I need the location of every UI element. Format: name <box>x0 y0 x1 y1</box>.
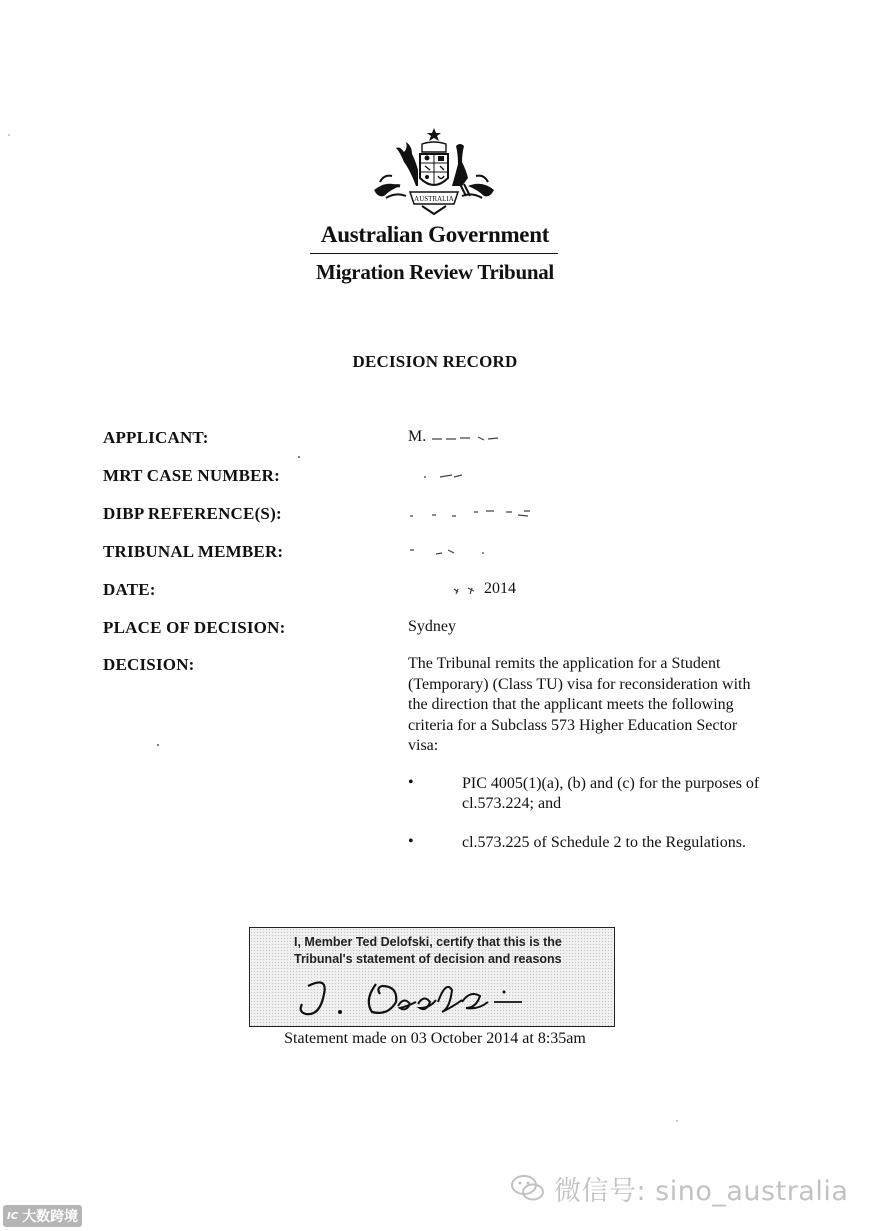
redacted-marks <box>408 469 468 481</box>
dibp-reference-label: DIBP REFERENCE(S): <box>103 504 282 523</box>
wechat-watermark <box>510 1168 850 1208</box>
coat-of-arms-emblem <box>370 126 498 218</box>
applicant-label: APPLICANT: <box>103 428 209 447</box>
applicant-value <box>408 428 500 446</box>
header-divider <box>310 253 558 254</box>
certification-text: I, Member Ted Delofski, certify that this is the Tribunal's statement of decision and reasons <box>294 935 562 966</box>
tribunal-title: Migration Review Tribunal <box>316 260 554 284</box>
scan-speck <box>676 1120 678 1122</box>
government-title: Australian Government <box>320 222 550 247</box>
tribunal-member-label: TRIBUNAL MEMBER: <box>103 542 284 561</box>
date-value-text: 2014 <box>484 580 516 597</box>
certification-stamp <box>249 927 615 1027</box>
corner-logo <box>3 1205 82 1227</box>
redacted-marks <box>408 582 480 596</box>
scan-speck <box>157 744 159 746</box>
decision-text: The Tribunal remits the application for a Student (Temporary) (Class TU) visa for reconsideration with the direction that the applicant meets the following criteria for a Subclass 573 Higher Education Sector visa: <box>408 655 751 754</box>
scan-speck <box>298 456 300 458</box>
case-number-label: MRT CASE NUMBER: <box>103 466 281 485</box>
date-label: DATE: <box>103 580 156 599</box>
place-of-decision-value: Sydney <box>408 618 456 635</box>
redacted-marks <box>408 506 538 520</box>
case-number-value <box>408 466 468 484</box>
corner-logo-text: 大数跨境 <box>22 1209 79 1225</box>
scan-speck <box>8 134 10 136</box>
wechat-icon <box>510 1173 546 1203</box>
tribunal-member-value <box>408 542 498 560</box>
redacted-marks <box>430 432 500 442</box>
bullet-marker: • <box>408 833 414 850</box>
dibp-reference-value <box>408 504 538 522</box>
crest-scroll-text: AUSTRALIA <box>414 195 454 203</box>
bullet-item: PIC 4005(1)(a), (b) and (c) for the purposes of cl.573.224; and <box>462 775 760 812</box>
decision-label: DECISION: <box>103 655 195 674</box>
bullet-item: cl.573.225 of Schedule 2 to the Regulations. <box>462 834 746 851</box>
corner-logo-mark: IC <box>7 1210 19 1222</box>
date-value <box>408 580 516 598</box>
watermark-text: 微信号: sino_australia <box>554 1175 849 1207</box>
bullet-marker: • <box>408 774 414 791</box>
document-title: DECISION RECORD <box>352 352 518 371</box>
applicant-value-text: M. <box>408 428 427 445</box>
place-of-decision-label: PLACE OF DECISION: <box>103 618 286 637</box>
redacted-marks <box>408 544 498 558</box>
signature-graphic <box>290 972 580 1024</box>
statement-timestamp: Statement made on 03 October 2014 at 8:35am <box>284 1030 586 1047</box>
